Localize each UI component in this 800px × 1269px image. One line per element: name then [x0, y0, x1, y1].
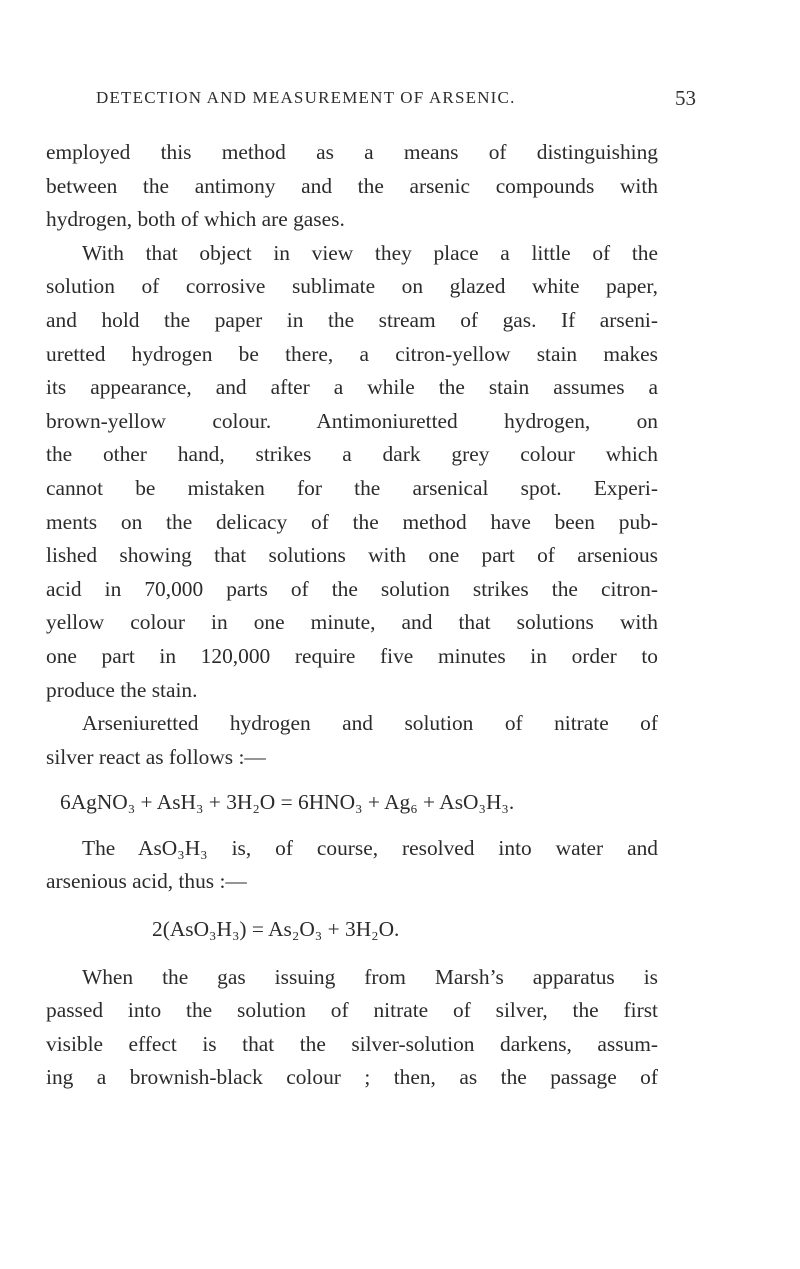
running-title: DETECTION AND MEASUREMENT OF ARSENIC.	[96, 88, 516, 107]
text-line: one part in 120,000 require five minutes in order to	[46, 643, 658, 668]
text-line: yellow colour in one minute, and that solutions with	[46, 610, 658, 635]
text-line: When the gas issuing from Marsh’s apparatus is	[82, 964, 658, 989]
text-line: lished showing that solutions with one part of arsenious	[46, 543, 658, 568]
text-line: hydrogen, both of which are gases.	[46, 207, 345, 232]
text-line: brown-yellow colour. Antimoniuretted hydrogen, on	[46, 408, 658, 433]
text-line: visible effect is that the silver-solution darkens, assum-	[46, 1031, 658, 1056]
text-line: ments on the delicacy of the method have been pub-	[46, 509, 658, 534]
text-line: silver react as follows :—	[46, 744, 266, 769]
text-line: ing a brownish-black colour ; then, as the passage of	[46, 1065, 658, 1090]
text-line: cannot be mistaken for the arsenical spot. Experi-	[46, 475, 658, 500]
text-line: arsenious acid, thus :—	[46, 869, 247, 894]
text-line: uretted hydrogen be there, a citron-yellow stain makes	[46, 341, 658, 366]
text-line: acid in 70,000 parts of the solution strikes the citron-	[46, 576, 658, 601]
text-line	[46, 832, 658, 866]
inline-formula: The AsO₃H₃	[82, 835, 208, 860]
chemical-equation: 2(AsO₃H₃) = As₂O₃ + 3H₂O.	[152, 917, 400, 942]
text-line: and hold the paper in the stream of gas. If arseni-	[46, 307, 658, 332]
text-fragment: is, of course, resolved into water and	[231, 835, 658, 860]
text-line: produce the stain.	[46, 677, 198, 702]
page-number: 53	[675, 86, 696, 110]
text-line: between the antimony and the arsenic compounds with	[46, 173, 658, 198]
text-line: passed into the solution of nitrate of silver, the first	[46, 998, 658, 1023]
text-line: the other hand, strikes a dark grey colour which	[46, 442, 658, 467]
chemical-equation: 6AgNO₃ + AsH₃ + 3H₂O = 6HNO₃ + Ag₆ + AsO₃H₃.	[60, 790, 515, 815]
text-line: With that object in view they place a little of the	[82, 240, 658, 265]
text-line: employed this method as a means of distinguishing	[46, 140, 658, 164]
text-line: its appearance, and after a while the stain assumes a	[46, 375, 658, 400]
body-text	[46, 136, 658, 1095]
text-line: Arseniuretted hydrogen and solution of nitrate of	[82, 711, 658, 736]
running-head	[96, 88, 696, 108]
text-line: solution of corrosive sublimate on glazed white paper,	[46, 274, 658, 299]
